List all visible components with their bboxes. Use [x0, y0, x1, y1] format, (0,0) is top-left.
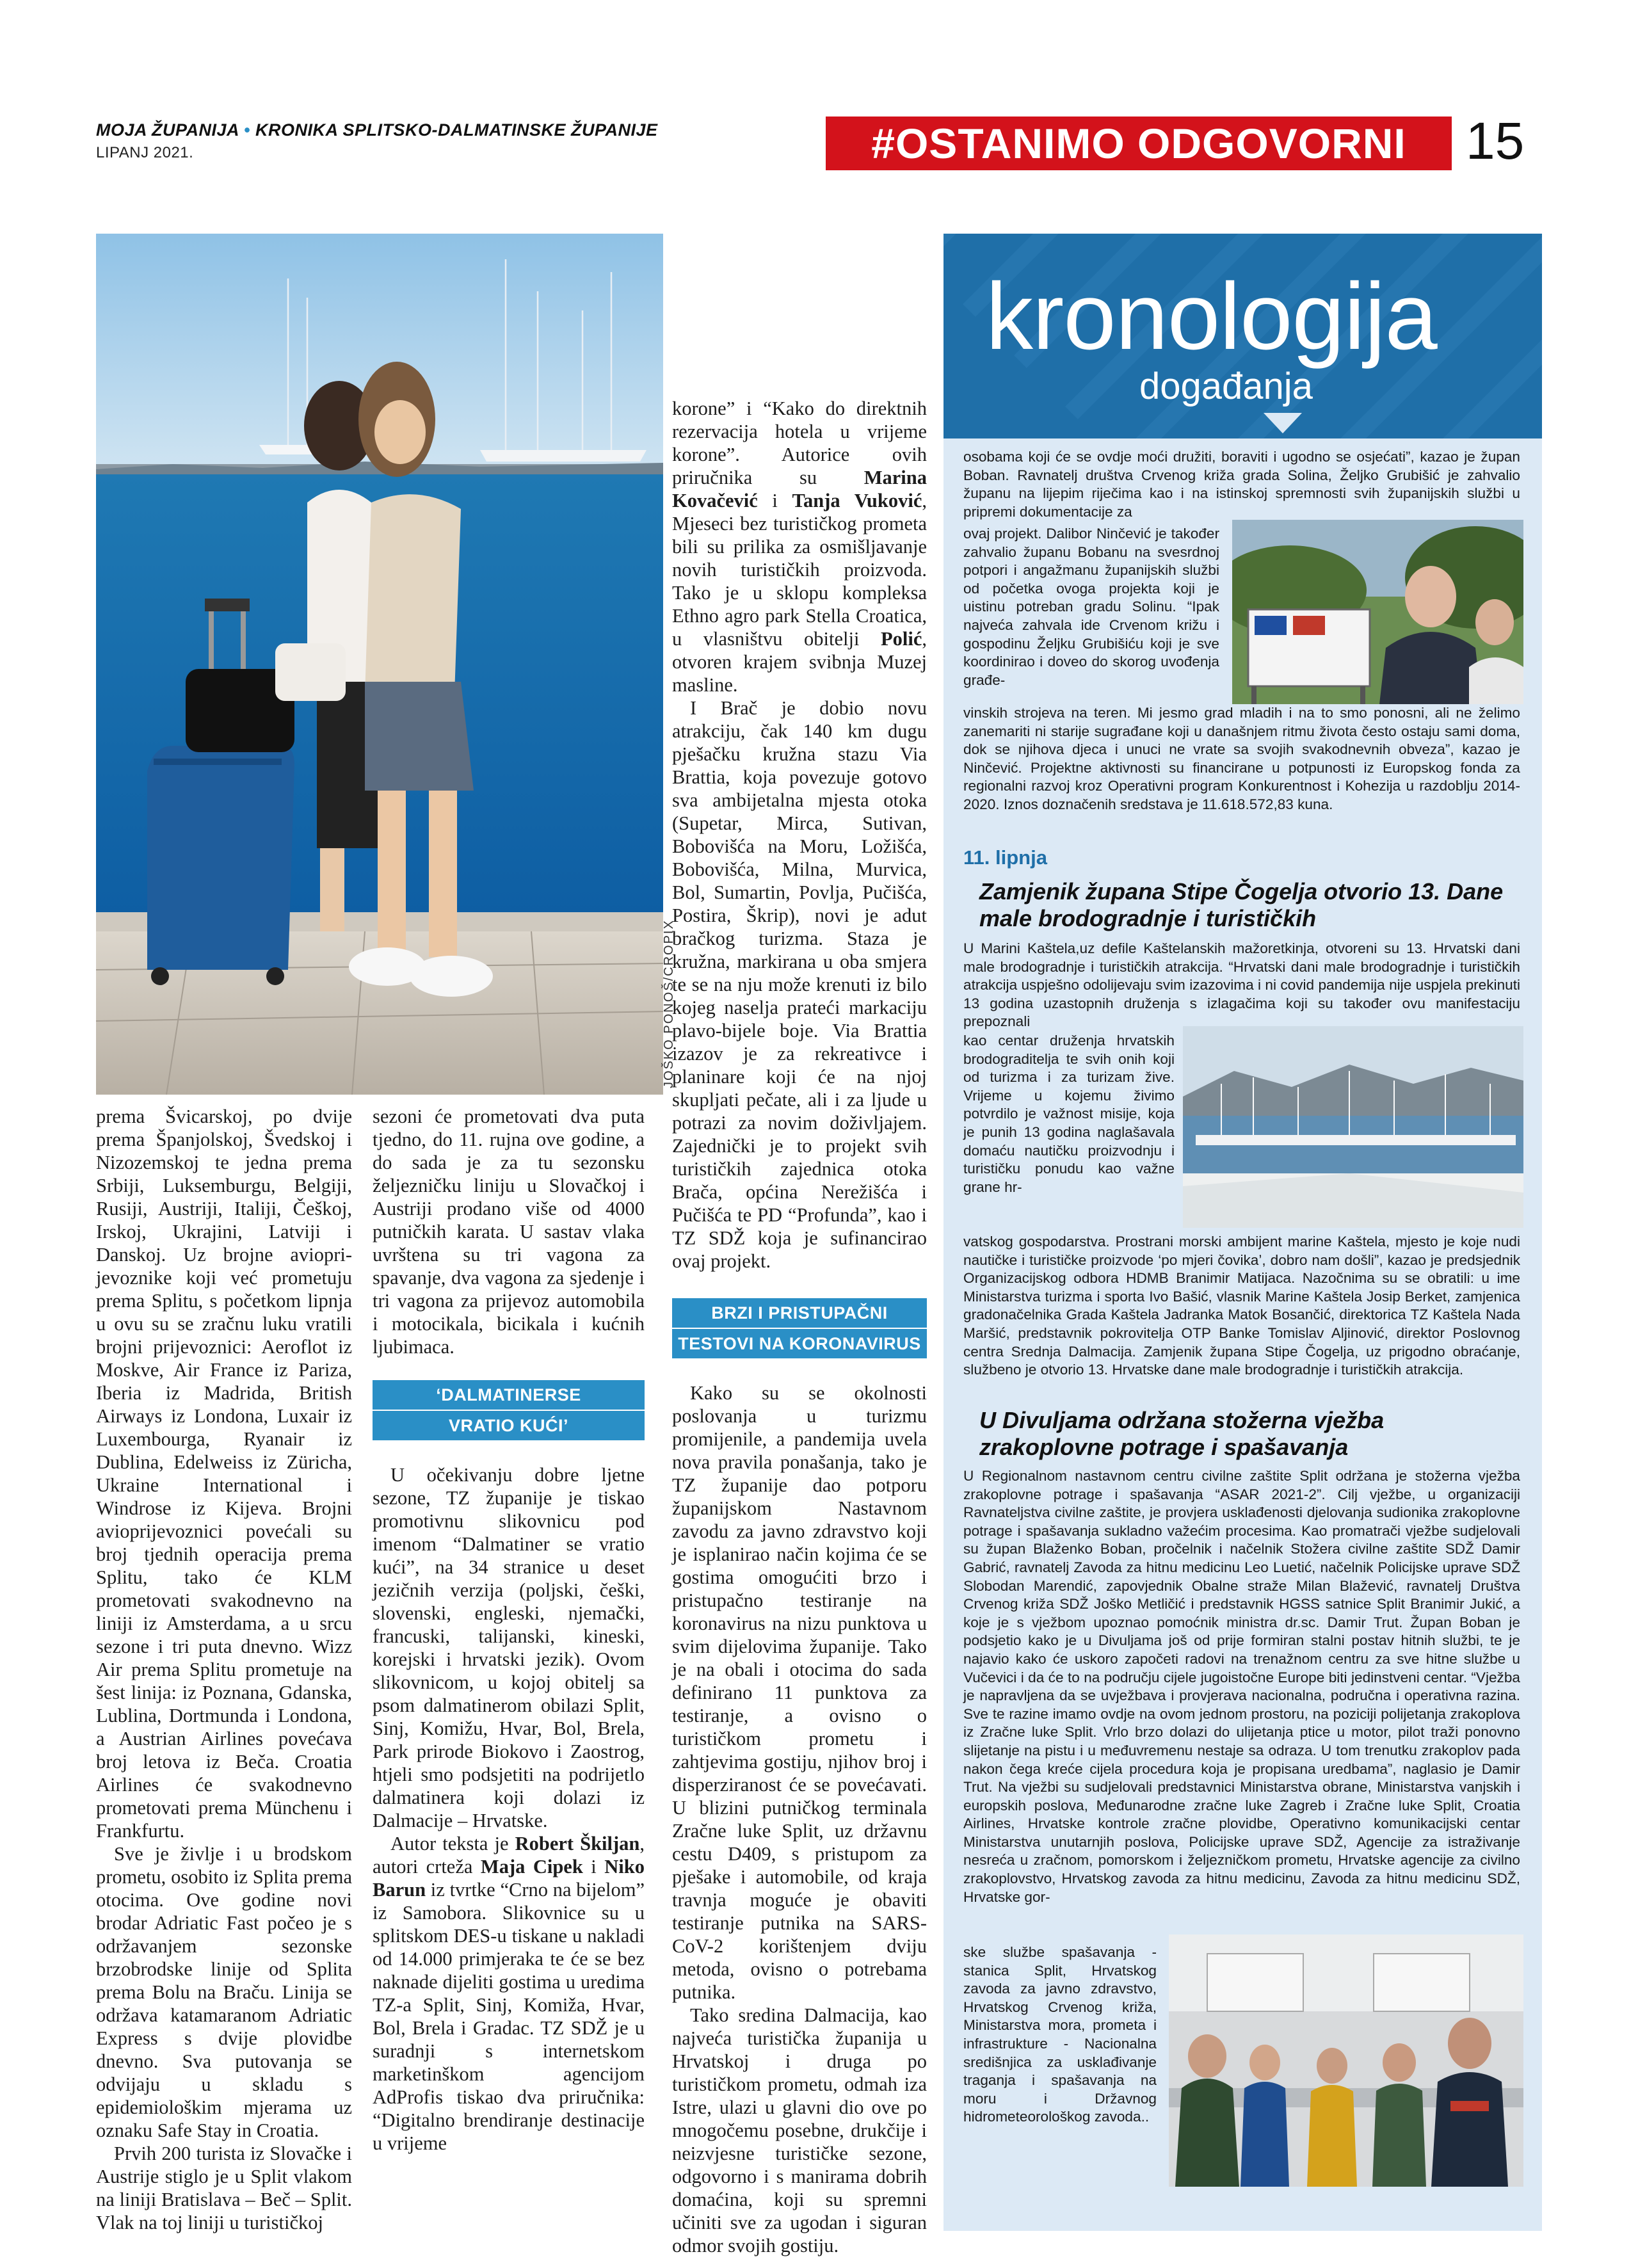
kronologija-title: kronologija	[986, 264, 1437, 369]
article-paragraph: Kako su se okolnosti poslovanja u turizmu promijenile, a pandemija uvela nova pravila ponašanja, tako je TZ županije dao potporu županijskom Nastavnom zavodu za javno zdravstvo koji je isplanirao način kojima će se gostima omogućiti brzo i pristupačno testiranje na koronavirus na nizu punktova u svim dijelovima županije. Tako je na obali i otocima do sada definirano 11 punktova za testiranje, a ovisno o turističkom prometu i zahtjevima gostiju, njihov broj i disperziranost će se povećavati. U blizini putničkog terminala Zračne luke Split, uz državnu cestu D409, s pristupom za pješake i automobile, od kraja travnja moguće je obaviti testiranje putnika na SARS-CoV-2 korištenjem dviju metoda, ovisno o potrebama putnika.	[672, 1382, 927, 2003]
article-paragraph: Sve je življe i u brodskom prometu, osobito iz Splita prema otocima. Ove godine novi brodar Adriatic Fast počeo je s održavanjem sezonske brzobrodske linije od Splita prema Bolu na Braču. Linija se održava katamaranom Adriatic Express s dvije plovidbe dnevno. Sva putovanja se odvijaju u skladu s epidemiološkim mjerama uz oznaku Safe Stay in Croatia.	[96, 1843, 352, 2141]
text-run: , otvoren krajem svibnja Muzej masline.	[672, 628, 927, 696]
family-name: Polić	[881, 628, 922, 650]
column-3-top-spacer	[663, 234, 927, 377]
page-header	[96, 120, 658, 162]
subhead-line: BRZI I PRISTUPAČNI	[711, 1303, 888, 1323]
text-run: iz tvrtke “Crno na bijelom” iz Samobora. Slikovnice su u splitskom DES-u tiskane u nakladi od 14.000 primjeraka te će se bez naknade dijeliti gostima u uredima TZ-a Split, Sinj, Komiža, Hvar, Bol, Brela i Gradac. TZ SDŽ je u suradnji s internetskom marketinškom agencijom AdProfis tiskao dva priručnika: “Digitalno brendiranje destinacije u vrijeme	[373, 1879, 645, 2154]
subhead-line: ‘DALMATINERSE	[436, 1385, 581, 1404]
illustrator-name: Maja Cipek	[480, 1856, 583, 1878]
campaign-banner: #OSTANIMO ODGOVORNI	[826, 117, 1452, 170]
kronologija-date: 11. lipnja	[963, 846, 1047, 869]
author-name: Marina Kovačević	[672, 467, 927, 511]
solin-project-photo	[1232, 520, 1523, 704]
subhead-line: TESTOVI NA KORONAVIRUS	[672, 1328, 927, 1358]
article-paragraph	[672, 397, 927, 696]
author-name: Tanja Vuković	[792, 490, 922, 511]
article-paragraph	[373, 1832, 645, 2155]
kronologija-entry-text: U Regionalnom nastavnom centru civilne zaštite Split održana je stožerna vježba zrakoplovne potrage i spašavanja “ASAR 2021-2”. Cilj vježbe, u organizaciji Ravnateljstva civilne zaštite, je provjera usklađenosti djelovanja sudionika zrakoplovne potrage i spašavanja sukladno važećim procesima. Kao promatrači vježbe sudjelovali su župan Blaženko Boban, pročelnik i načelnik Stožera civilne zaštite SDŽ Damir Gabrić, ravnatelj Zavoda za hitnu medicinu Leo Luetić, načelnik Policijske uprave SDŽ Slobodan Marendić, zapovjednik Obalne straže Milan Blažević, ravnatelj Društva Crvenog križa SDŽ Joško Metličić i predstavnik HGSS satnice Split Branimir Jukić, a koje je s vježbom upoznao pomoćnik ministra dr.sc. Damir Trut. Župan Boban je podsjetio kako je u Divuljama još od prije formiran stalni postav hitnih službi, te je najavio kako će uskoro započeti radovi na trenažnom centru za sve hitne službe u Vučevici i da će to na području cijele jugoistočne Europe biti jedinstveni centar. “Vježba je napravljena da se uvježbava i provjerava nacionalna, područna i operativna razina. Sve te razine imamo ovdje na ovom jednom prostoru, na poziciji polijetanja zrakoplova iz Zračne luke Split. Vrlo brzo dolazi do ulijetanja ptice u motor, pilot traži ponovno slijetanje na pistu i u međuvremenu nestaje sa odraza. U tom trenutku zrakoplov pada nakon čega kreće cijela procedura koja je propisana uredbama”, naglasio je Damir Trut. Na vježbi su sudjelovali predstavnici Ministarstva obrane, Ministarstva vanjskih i europskih poslova, Međunarodne zračne luke Zagreb i Zračne luke Split, Croatia Airlines, Hrvatske kontrole zračne plovidbe, Operativno komunikacijski centar Ministarstva unutarnjih poslova, Policijske uprave SDŽ, Agencije za istraživanje nesreća u zračnom, pomorskom i željezničkom prometu, Hrvatske agencije za civilno zrakoplovstvo, Hrvatskog zavoda za hitnu medicinu, Zavoda za hitnu medicinu SDŽ, Hrvatske gor-	[963, 1468, 1520, 1905]
kronologija-entry-text: U Marini Kaštela,uz defile Kaštelanskih mažoretkinja, otvoreni su 13. Hrvatski dani male brodogradnje i turističkih atrakcija. “Hrvatski dani male brodogradnje i turističkih atrakcija uspješno odolijevaju svim izazovima i ni covid pandemija nije uspjela prekinuti 13 godina uzastopnih druženja s izlagačima koji su također ovu manifestaciju prepoznali	[963, 940, 1520, 1030]
kronologija-subtitle: događanja	[1139, 366, 1313, 407]
article-column-1	[96, 1105, 352, 2234]
text-run: Autor teksta je	[390, 1833, 515, 1854]
text-run: i	[582, 1856, 605, 1878]
rescue-exercise-photo	[1169, 1934, 1523, 2187]
bullet-separator: •	[244, 120, 250, 140]
section-line	[96, 120, 658, 140]
issue-date: LIPANJ 2021.	[96, 144, 194, 161]
article-paragraph: Tako sredina Dalmacija, kao najveća turistička županija u Hrvatskoj i druga po turističkom prometu, odmah iza Istre, ulazi u glavni dio ove po mnogočemu posebne, drukčije i neizvjesne turističke sezone, odgovorno i s manirama dobrih domaćina, koji su spremni učiniti sve za ugodan i siguran odmor svojih gostiju.	[672, 2004, 927, 2256]
photo-credit: JOŠKO PONOŠ/CROPIX	[662, 919, 676, 1088]
subhead-testovi	[672, 1298, 927, 1358]
kronologija-entry-text: vatskog gospodarstva. Prostrani morski ambijent marine Kaštela, mjesto je koje nudi nautičke i turističke proizvode ‘po mjeri čovika’, dobro nam došli”, kazao je predsjednik Organizacijskog odbora HDMB Branimir Matijaca. Nazočnima su se obratili: u ime Ministarstva turizma i sporta Ivo Bašić, vlasnik Marine Kaštela Josip Berket, zamjenica gradonačelnika Grada Kaštela Jadranka Matok Bosančić, direktorica TZ Kaštela Nada Maršić, predstavnik pokrovitelja OTP Banke Tomislav Aljinović, direktor Poslovnog centra Srednja Dalmacija. Zamjenik župana Stipe Čogelja, uz prigodno obraćanje, službeno je otvorio 13. Hrvatske dane male brodogradnje i turističkih atrakcija.	[963, 1234, 1520, 1378]
author-name: Robert Škiljan	[515, 1833, 640, 1854]
tourists-photo	[96, 234, 663, 1095]
subsection-name: KRONIKA SPLITSKO-DALMATINSKE ŽUPANIJE	[255, 120, 658, 140]
kronologija-headline: Zamjenik župana Stipe Čogelja otvorio 13. Dane male brodogradnje i turističkih	[979, 878, 1504, 931]
article-paragraph: prema Švicarskoj, po dvije prema Španjolskoj, Švedskoj i Nizozemskoj te jedna prema Srbiji, Luksemburgu, Belgiji, Rusiji, Austriji, Italiji, Češkoj, Irskoj, Ukrajini, Latviji i Danskoj. Uz brojne avioprijevoznike koji već prometuju prema Splitu, s početkom lipnja u ovu su se zračnu luku vratili brojni prijevoznici: Aeroflot iz Moskve, Air France iz Pariza, Iberia iz Madrida, British Airways iz Londona, Luxair iz Luxembourga, Ryanair iz Dublina, Edelweiss iz Züricha, Ukraine International i Windrose iz Kijeva. Brojni avioprijevoznici povećali su broj tjednih operacija prema Splitu, tako će KLM prometovati svakodnevno na liniji iz Amsterdama, a u srcu sezone i tri puta dnevno. Wizz Air prema Splitu prometuje na šest linija: iz Poznana, Gdanska, Lublina, Dortmunda i Londona, a Austrian Airlines povećava broj letova iz Beča. Croatia Airlines će svakodnevno prometovati prema Münchenu i Frankfurtu.	[96, 1106, 352, 1842]
marina-kastela-photo	[1183, 1026, 1523, 1228]
section-name: MOJA ŽUPANIJA	[96, 120, 239, 140]
kronologija-entry-text: vinskih strojeva na teren. Mi jesmo grad mladih i na to smo ponosni, ali ne želimo zanemariti ni starije sugrađane koji u današnjem ritmu života često ostaju sami doma, dok se njihova djeca i unuci ne vrate sa svojih svakodnevnih obveza”, kazao je Ninčević. Projektne aktivnosti su financirane u potpunosti iz Europskog fonda za regionalni razvoj kroz Operativni program Konkurentnost i Kohezija u razdoblju 2014-2020. Iznos doznačenih sredstava je 11.618.572,83 kuna.	[963, 705, 1520, 812]
page-number: 15	[1466, 112, 1525, 170]
article-column-2	[373, 1105, 645, 2155]
article-paragraph: sezoni će prometovati dva puta tjedno, do 11. rujna ove godine, a do sada je za tu sezonsku željezničku liniju u Slovačkoj i Austriji prodano više od 4000 putničkih karata. U sastav vlaka uvrštena su tri vagona za spavanje, dva vagona za sjedenje i tri vagona za prijevoz automobila i motocikala, bicikala i kućnih ljubimaca.	[373, 1106, 645, 1358]
text-run: , Mjeseci bez turističkog prometa bili su prilika za osmišljavanje novih turističkih proizvoda. Tako je u sklopu kompleksa Ethno agro park Stella Croatica, u vlasništvu obitelji	[672, 490, 927, 650]
article-paragraph: Prvih 200 turista iz Slovačke i Austrije stiglo je u Split vlakom na liniji Bratislava – Beč – Split. Vlak na toj liniji u turističkoj	[96, 2143, 352, 2233]
kronologija-entry-text: ovaj projekt. Dalibor Ninčević je također zahvalio županu Bobanu na svesrdnoj potpori i angažmanu županijskih službi od početka ovoga projekta koji je uistinu potreban gradu Solinu. “Ipak najveća zahvala ide Crvenom križu i gospodinu Željku Grubišiću koji je sve koordinirao i doveo do skorog uvođenja građe-	[963, 526, 1219, 688]
kronologija-headline: U Divuljama održana stožerna vježba zrakoplovne potrage i spašavanja	[979, 1407, 1385, 1460]
illustrator-name: Niko Barun	[373, 1856, 645, 1901]
article-column-3	[672, 397, 927, 2257]
text-run: , autori crteža	[373, 1833, 645, 1878]
kronologija-entry-text: ske službe spašavanja - stanica Split, Hrvatskog zavoda za javno zdravstvo, Hrvatskog Crvenog križa, Ministarstva mora, prometa i infrastrukture - Nacionalna središnjica za usklađivanje traganja i spašavanja na moru i Državnog hidrometeorološkog zavoda..	[963, 1944, 1157, 2125]
article-paragraph: I Brač je dobio novu atrakciju, čak 140 km dugu pješačku kružna stazu Via Brattia, koja povezuje gotovo sva ambijetalna mjesta otoka (Supetar, Mirca, Sutivan, Bobovišća na Moru, Ložišća, Bobovišća, Milna, Murvica, Bol, Sumartin, Povlja, Pučišća, Postira, Škrip), novi je adut bračkog turizma. Staza je kružna, markirana u oba smjera te se na nju može krenuti iz bilo kojeg naselja prateći markaciju plavo-bijele boje. Via Brattia izazov je za rekreativce i planinare koji će na njoj skupljati pečate, ali i za ljude u potrazi za novim doživljajem. Zajednički je to projekt svih turističkih zajednica otoka Brača, općina Nerežišća i Pučišća te PD “Profunda”, kao i TZ SDŽ koja je sufinancirao ovaj projekt.	[672, 697, 927, 1272]
subhead-line: VRATIO KUĆI’	[373, 1410, 645, 1440]
subhead-dalmatiner	[373, 1380, 645, 1440]
kronologija-entry-text: osobama koji će se ovdje moći družiti, boraviti i ugodno se osjećati”, kazao je župan Boban. Ravnatelj društva Crvenog križa grada Solina, Željko Grubišić je zahvalio županu na lijepim riječima kao i na istinskoj spremnosti svih županijskih službi u pripremi dokumentacije za	[963, 449, 1520, 520]
text-run: i	[757, 490, 792, 511]
text-run: korone” i “Kako do direktnih rezervacija hotela u vrijeme korone”. Autorice ovih priručnika su	[672, 398, 927, 488]
kronologija-entry-text: kao centar druženja hrvatskih brodograditelja te svih onih koji od turizma i za turizam žive. Vrijeme u kojemu živimo potvrdilo je važnost misije, koja je punih 13 godina naglašavala domaću nautičku proizvodnju i turističku ponudu kao važne grane hr-	[963, 1033, 1175, 1195]
article-paragraph: U očekivanju dobre ljetne sezone, TZ županije je tiskao promotivnu slikovnicu pod imenom “Dalmatiner se vratio kući”, na 34 stranice u deset jezičnih verzija (poljski, češki, slovenski, engleski, njemački, francuski, talijanski, kineski, korejski i hrvatski jezik). Ovom slikovnicom, u kojoj obitelj sa psom dalmatinerom obilazi Split, Sinj, Komižu, Hvar, Bol, Brela, Park prirode Biokovo i Zaostrog, htjeli smo podsjetiti na podrijetlo dalmatinera koji dolazi iz Dalmacije – Hrvatske.	[373, 1464, 645, 1831]
